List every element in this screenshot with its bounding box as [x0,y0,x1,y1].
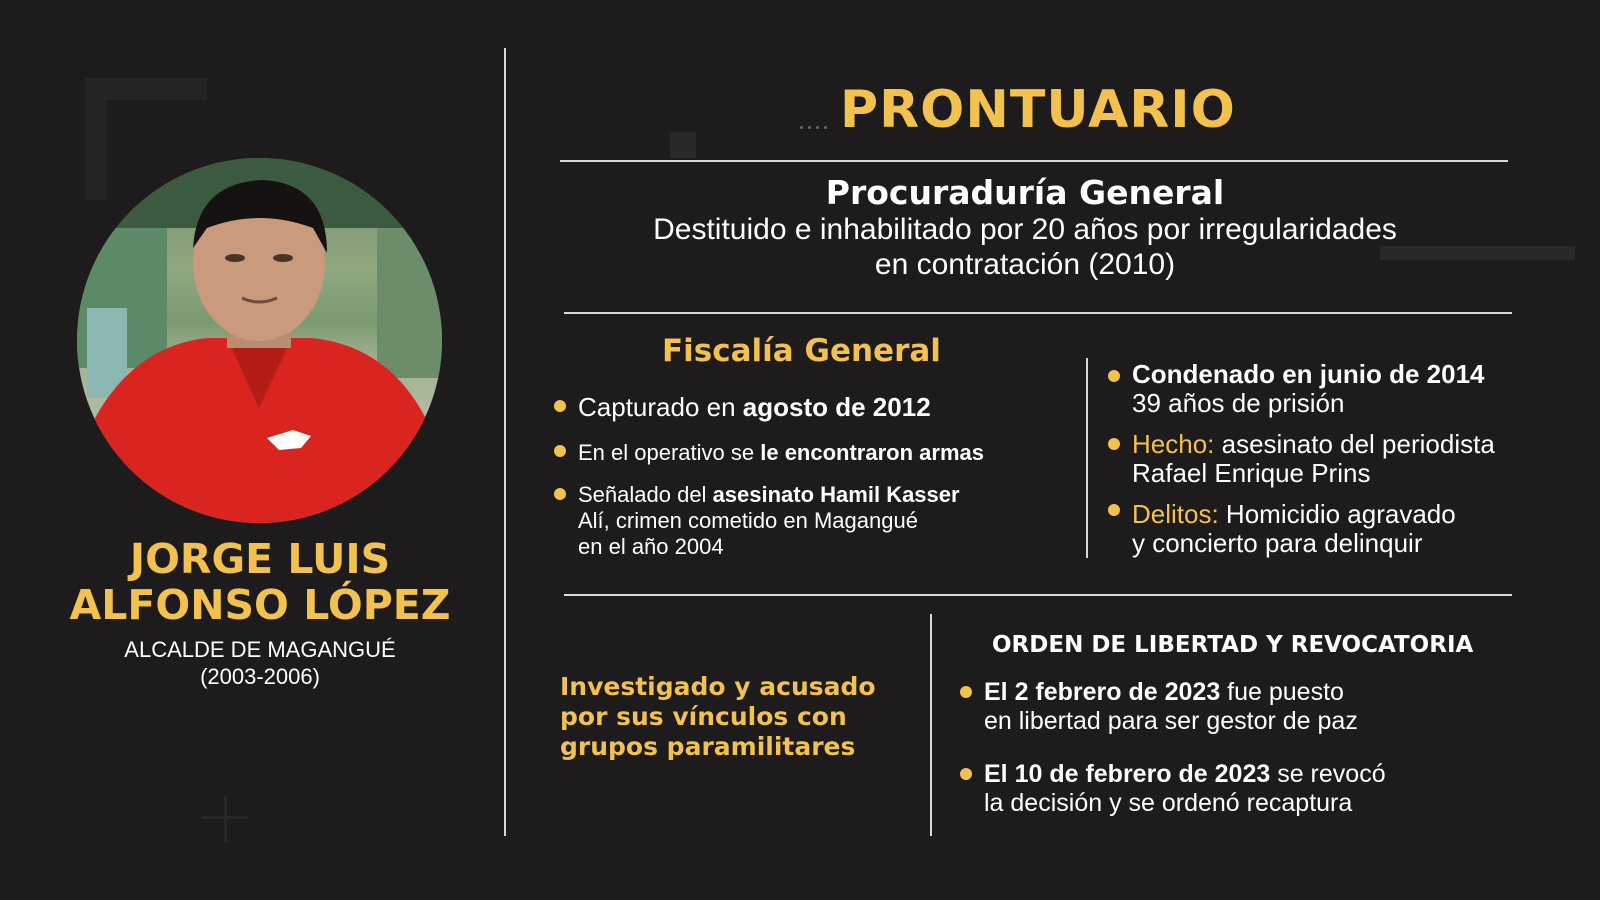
condena-c2-label: Hecho: [1132,429,1215,459]
page-title: PRONTUARIO [840,80,1236,140]
fiscalia-b3-bold: asesinato Hamil Kasser [712,482,960,507]
bullet-dot-icon [1108,504,1120,516]
divider-under-title [560,160,1508,162]
investigado-line1: Investigado y acusado [560,672,876,701]
fiscalia-b3-plain: Señalado del [578,482,713,507]
person-name-line2: ALFONSO LÓPEZ [69,581,451,629]
fiscalia-b2-bold: le encontraron armas [760,440,984,465]
bullet-dot-icon [554,488,566,500]
orden-o1-text: fue puesto [1220,678,1344,706]
bullet-dot-icon [1108,438,1120,450]
orden-column-divider [930,614,932,836]
bullet-dot-icon [1108,370,1120,382]
person-role [20,636,500,690]
condena-c3-text: Homicidio agravado [1218,499,1456,529]
procuraduria-title: Procuraduría General [825,173,1225,212]
orden-o1-line2: en libertad para ser gestor de paz [984,707,1358,735]
condena-c1-line2: 39 años de prisión [1132,388,1345,418]
person-name [20,536,500,628]
investigado-line2: por sus vínculos con [560,702,847,731]
fiscalia-column-divider [1086,358,1088,558]
fiscalia-b2-plain: En el operativo se [578,440,761,465]
bullet-dot-icon [554,445,566,457]
condena-c3-label: Delitos: [1132,499,1219,529]
title-dots-decoration [800,116,840,120]
fiscalia-b3-line3: en el año 2004 [578,534,724,559]
investigado-line3: grupos paramilitares [560,732,856,761]
person-role-line1: ALCALDE DE MAGANGUÉ [124,637,396,662]
bullet-dot-icon [554,400,566,412]
person-portrait-illustration [77,158,442,523]
condena-c3-line2: y concierto para delinquir [1132,528,1423,558]
fiscalia-b1-bold: agosto de 2012 [742,392,931,422]
bullet-dot-icon [960,768,972,780]
procuraduria-text-line1: Destituido e inhabilitado por 20 años por irregularidades [653,213,1397,246]
condena-c2-line2: Rafael Enrique Prins [1132,458,1371,488]
investigado-text [560,672,876,762]
procuraduria-text [560,212,1490,282]
orden-o2-text: se revocó [1270,760,1386,788]
orden-o2-line2: la decisión y se ordenó recaptura [984,789,1353,817]
orden-o2-bold: El 10 de febrero de 2023 [984,760,1271,788]
fiscalia-b3-line2: Alí, crimen cometido en Magangué [578,508,918,533]
main-vertical-divider [504,48,506,836]
person-photo [77,158,442,523]
person-name-line1: JORGE LUIS [129,535,391,583]
procuraduria-text-line2: en contratación (2010) [874,248,1176,281]
orden-title: ORDEN DE LIBERTAD Y REVOCATORIA [992,632,1474,658]
bullet-dot-icon [960,686,972,698]
bg-cross-decoration [224,796,227,842]
person-role-line2: (2003-2006) [200,664,320,689]
divider-under-fiscalia [564,594,1512,596]
divider-under-procuraduria [564,312,1512,314]
condena-c1-bold: Condenado en junio de 2014 [1132,359,1485,389]
bg-square-decoration [670,132,696,158]
fiscalia-title: Fiscalía General [662,333,941,369]
condena-c2-text: asesinato del periodista [1214,429,1495,459]
fiscalia-b1-plain: Capturado en [578,392,743,422]
orden-o1-bold: El 2 febrero de 2023 [984,678,1221,706]
